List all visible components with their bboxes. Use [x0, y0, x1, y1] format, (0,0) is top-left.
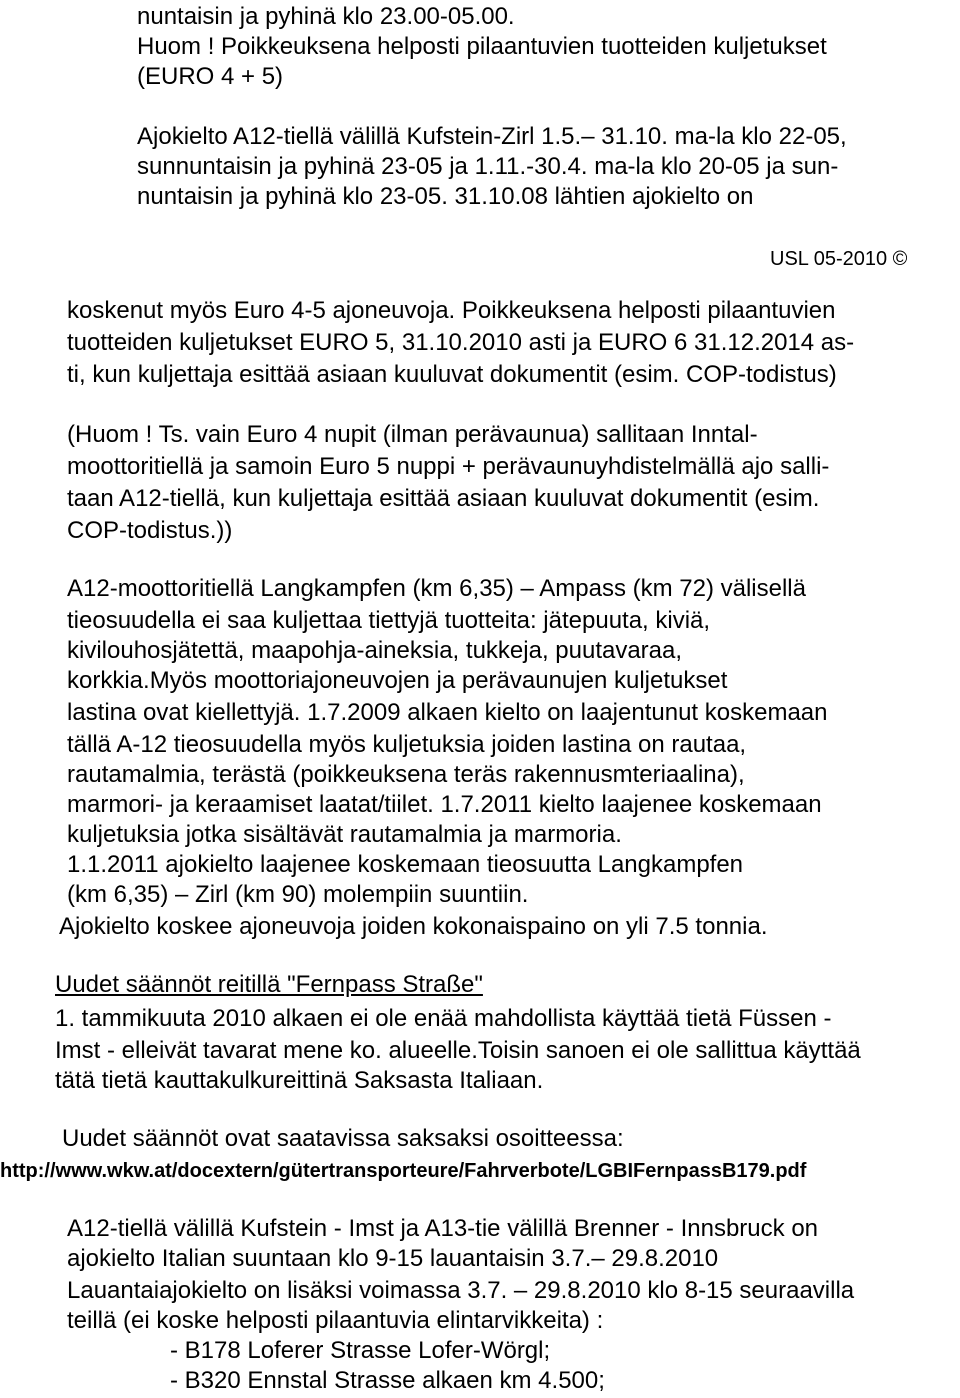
- section-heading: Uudet säännöt reitillä "Fernpass Straße": [55, 971, 483, 998]
- page-footer-mark: USL 05-2010 ©: [770, 248, 908, 270]
- text-line: taan A12-tiellä, kun kuljettaja esittää asiaan kuuluvat dokumentit (esim.: [67, 485, 820, 512]
- text-line: Uudet säännöt ovat saatavissa saksaksi osoitteessa:: [62, 1125, 624, 1152]
- text-line: Imst - elleivät tavarat mene ko. alueelle.Toisin sanoen ei ole sallittua käyttää: [55, 1037, 861, 1064]
- text-line: nuntaisin ja pyhinä klo 23.00-05.00.: [137, 3, 515, 30]
- text-line: sunnuntaisin ja pyhinä 23-05 ja 1.11.-30.4. ma-la klo 20-05 ja sun-: [137, 153, 839, 180]
- text-line: Ajokielto A12-tiellä välillä Kufstein-Zirl 1.5.– 31.10. ma-la klo 22-05,: [137, 123, 847, 150]
- text-line: tällä A-12 tieosuudella myös kuljetuksia joiden lastina on rautaa,: [67, 731, 747, 758]
- text-line: Huom ! Poikkeuksena helposti pilaantuvien tuotteiden kuljetukset: [137, 33, 827, 60]
- text-line: (km 6,35) – Zirl (km 90) molempiin suuntiin.: [67, 881, 529, 908]
- text-line: koskenut myös Euro 4-5 ajoneuvoja. Poikkeuksena helposti pilaantuvien: [67, 297, 836, 324]
- text-line: ti, kun kuljettaja esittää asiaan kuuluvat dokumentit (esim. COP-todistus): [67, 361, 837, 388]
- text-line: tieosuudella ei saa kuljettaa tiettyjä tuotteita: jätepuuta, kiviä,: [67, 607, 711, 634]
- text-line: moottoritiellä ja samoin Euro 5 nuppi + perävaunuyhdistelmällä ajo salli-: [67, 453, 830, 480]
- list-item: - B178 Loferer Strasse Lofer-Wörgl;: [170, 1337, 551, 1364]
- text-line: marmori- ja keraamiset laatat/tiilet. 1.7.2011 kielto laajenee koskemaan: [67, 791, 822, 818]
- text-line: Ajokielto koskee ajoneuvoja joiden kokonaispaino on yli 7.5 tonnia.: [59, 913, 768, 940]
- text-line: 1. tammikuuta 2010 alkaen ei ole enää mahdollista käyttää tietä Füssen -: [55, 1005, 832, 1032]
- text-line: Lauantaiajokielto on lisäksi voimassa 3.7. – 29.8.2010 klo 8-15 seuraavilla: [67, 1277, 855, 1304]
- text-line: tuotteiden kuljetukset EURO 5, 31.10.2010 asti ja EURO 6 31.12.2014 as-: [67, 329, 855, 356]
- text-line: A12-moottoritiellä Langkampfen (km 6,35) – Ampass (km 72) välisellä: [67, 575, 806, 602]
- text-line: lastina ovat kiellettyjä. 1.7.2009 alkaen kielto on laajentunut koskemaan: [67, 699, 828, 726]
- text-line: A12-tiellä välillä Kufstein - Imst ja A13-tie välillä Brenner - Innsbruck on: [67, 1215, 819, 1242]
- text-line: kuljetuksia jotka sisältävät rautamalmia ja marmoria.: [67, 821, 622, 848]
- text-line: rautamalmia, terästä (poikkeuksena teräs rakennusmteriaalina),: [67, 761, 745, 788]
- text-line: nuntaisin ja pyhinä klo 23-05. 31.10.08 lähtien ajokielto on: [137, 183, 754, 210]
- text-line: kivilouhosjätettä, maapohja-aineksia, tukkeja, puutavaraa,: [67, 637, 683, 664]
- text-line: (EURO 4 + 5): [137, 63, 284, 90]
- pdf-url-link[interactable]: http://www.wkw.at/docextern/gütertransporteure/Fahrverbote/LGBIFernpassB179.pdf: [0, 1160, 807, 1182]
- text-line: ajokielto Italian suuntaan klo 9-15 lauantaisin 3.7.– 29.8.2010: [67, 1245, 719, 1272]
- text-line: (Huom ! Ts. vain Euro 4 nupit (ilman perävaunua) sallitaan Inntal-: [67, 421, 758, 448]
- text-line: teillä (ei koske helposti pilaantuvia elintarvikkeita) :: [67, 1307, 604, 1334]
- list-item: - B320 Ennstal Strasse alkaen km 4.500;: [170, 1367, 605, 1394]
- text-line: 1.1.2011 ajokielto laajenee koskemaan tieosuutta Langkampfen: [67, 851, 744, 878]
- text-line: tätä tietä kauttakulkureittinä Saksasta Italiaan.: [55, 1067, 544, 1094]
- text-line: COP-todistus.)): [67, 517, 233, 544]
- text-line: korkkia.Myös moottoriajoneuvojen ja perävaunujen kuljetukset: [67, 667, 728, 694]
